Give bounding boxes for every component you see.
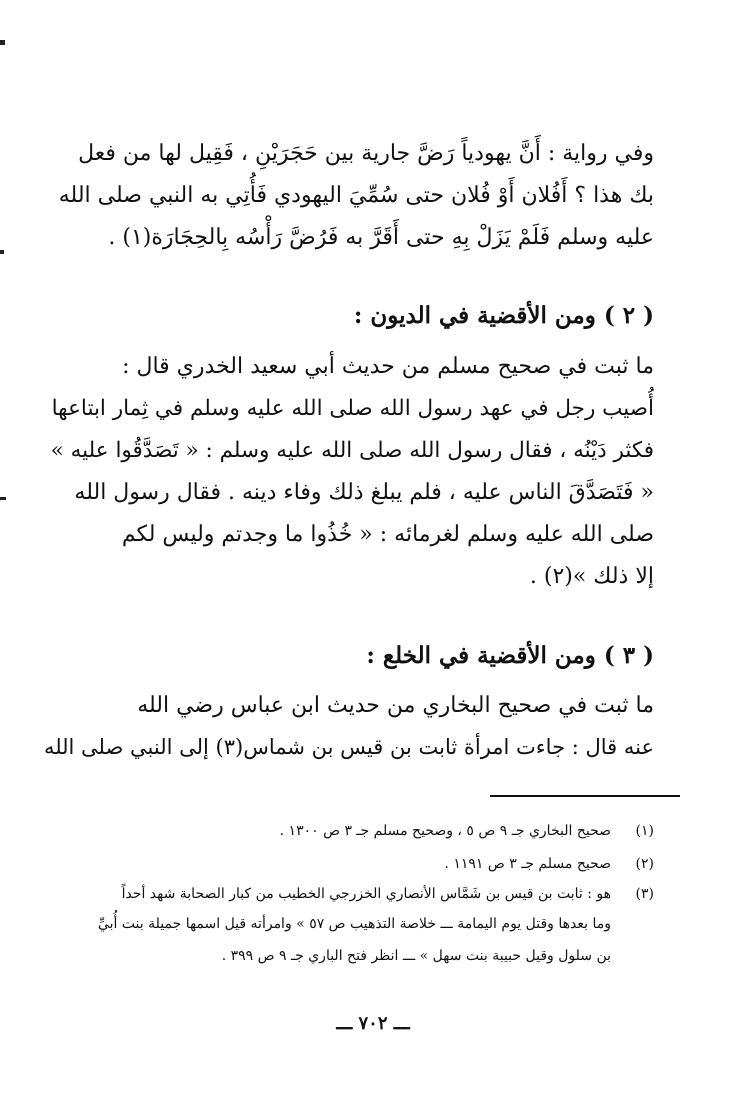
scan-edge-mark — [0, 250, 4, 254]
scan-edge-mark — [0, 497, 6, 500]
body-line: « فَتَصَدَّقَ الناس عليه ، فلم يبلغ ذلك وفاء دينه . فقال رسول الله — [74, 480, 654, 505]
scan-edge-mark — [0, 40, 5, 45]
body-line: عنه قال : جاءت امرأة ثابت بن قيس بن شماس(٣) إلى النبي صلى الله — [43, 735, 654, 759]
page-number: ـــ ٧٠٢ ـــ — [336, 1013, 410, 1034]
footnote-text: بن سلول وقيل حبيبة بنت سهل » ـــ انظر فتح الباري جـ ٩ ص ٣٩٩ . — [221, 948, 611, 964]
body-line: ما ثبت في صحيح مسلم من حديث أبي سعيد الخدري قال : — [122, 354, 654, 379]
section-heading: ( ٣ ) ومن الأقضية في الخلع : — [366, 642, 654, 669]
body-line: عليه وسلم فَلَمْ يَزَلْ بِهِ حتى أَقَرَّ به فَرُضَّ رَأْسُه بِالحِجَارَة(١) . — [108, 225, 654, 250]
section-heading: ( ٢ ) ومن الأقضية في الديون : — [353, 302, 654, 329]
body-line: أُصيب رجل في عهد رسول الله صلى الله عليه وسلم في ثِمار ابتاعها — [51, 396, 654, 421]
body-line: وفي رواية : أَنَّ يهودياً رَضَّ جارية بين حَجَرَيْنِ ، فَقِيل لها من فعل — [78, 141, 654, 166]
footnote-number: (١) — [635, 823, 654, 839]
footnote-text: صحيح البخاري جـ ٩ ص ٥ ، وصحيح مسلم جـ ٣ ص ١٣٠٠ . — [279, 823, 611, 839]
body-line: فكثر دَيْنُه ، فقال رسول الله صلى الله عليه وسلم : « تَصَدَّقُوا عليه » — [50, 438, 654, 463]
footnote-text: صحيح مسلم جـ ٣ ص ١١٩١ . — [444, 856, 611, 872]
footnote-text: وما بعدها وقتل يوم اليمامة ـــ خلاصة التذهيب ص ٥٧ » وامرأته قيل اسمها جميلة بنت أُبيِّ — [97, 916, 611, 932]
body-line: صلى الله عليه وسلم لغرمائه : « خُذُوا ما وجدتم وليس لكم — [121, 522, 654, 547]
footnote-number: (٣) — [635, 886, 654, 902]
body-line: ما ثبت في صحيح البخاري من حديث ابن عباس رضي الله — [137, 693, 654, 718]
footnote-separator — [490, 795, 680, 797]
footnote-text: هو : ثابت بن قيس بن شَمَّاس الأنصاري الخزرجي الخطيب من كبار الصحابة شهد أحداً — [121, 886, 611, 902]
body-line: إلا ذلك »(٢) . — [529, 564, 654, 589]
footnote-number: (٢) — [635, 856, 654, 872]
body-line: بك هذا ؟ أَفُلان أَوْ فُلان حتى سُمِّيَ اليهودي فَأُتِي به النبي صلى الله — [58, 183, 654, 208]
